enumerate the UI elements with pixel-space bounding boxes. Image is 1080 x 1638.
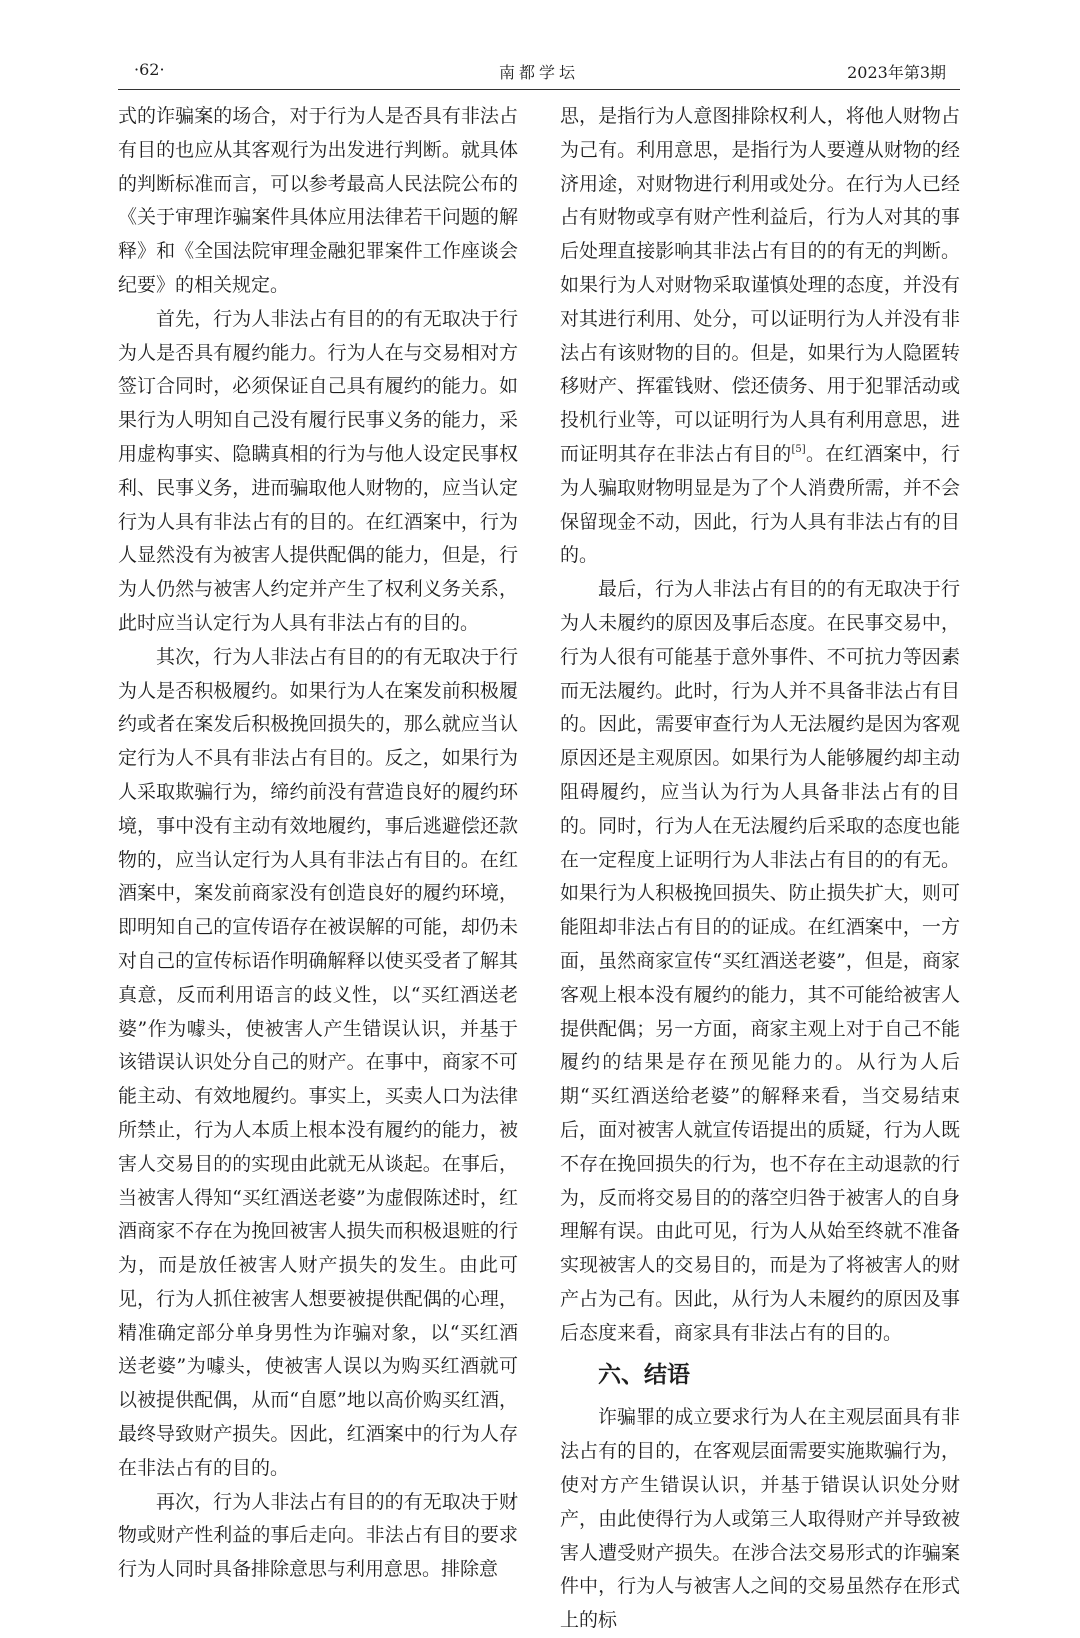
paragraph: 首先，行为人非法占有目的的有无取决于行为人是否具有履约能力。行为人在与交易相对方签订合同时，必须保证自己具有履约的能力。如果行为人明知自己没有履行民事义务的能力，采用虚构事实、隐瞒真相的行为与他人设定民事权利、民事义务，进而骗取他人财物的，应当认定行为人具有非法占有的目的。在红酒案中，行为人显然没有为被害人提供配偶的能力，但是，行为人仍然与被害人约定并产生了权利义务关系，此时应当认定行为人具有非法占有的目的。 (118, 307, 518, 634)
page-header (118, 56, 960, 86)
header-divider (118, 89, 960, 90)
right-column (560, 100, 960, 1638)
paragraph: 诈骗罪的成立要求行为人在主观层面具有非法占有的目的，在客观层面需要实施欺骗行为，使对方产生错误认识，并基于错误认识处分财产，由此使得行为人或第三人取得财产并导致被害人遭受财产损失。在涉合法交易形式的诈骗案件中，行为人与被害人之间的交易虽然存在形式上的标 (560, 1406, 960, 1632)
paragraph (560, 100, 960, 573)
paragraph: 最后，行为人非法占有目的的有无取决于行为人未履约的原因及事后态度。在民事交易中，行为人很有可能基于意外事件、不可抗力等因素而无法履约。此时，行为人并不具备非法占有目的。因此，需要审查行为人无法履约是因为客观原因还是主观原因。如果行为人能够履约却主动阻碍履约，应当认为行为人具备非法占有的目的。同时，行为人在无法履约后采取的态度也能在一定程度上证明行为人非法占有目的的有无。如果行为人积极挽回损失、防止损失扩大，则可能阻却非法占有目的的证成。在红酒案中，一方面，虽然商家宣传“买红酒送老婆”，但是，商家客观上根本没有履约的能力，其不可能给被害人提供配偶；另一方面，商家主观上对于自己不能履约的结果是存在预见能力的。从行为人后期“买红酒送给老婆”的解释来看，当交易结束后，面对被害人就宣传语提出的质疑，行为人既不存在挽回损失的行为，也不存在主动退款的行为，反而将交易目的的落空归咎于被害人的自身理解有误。由此可见，行为人从始至终就不准备实现被害人的交易目的，而是为了将被害人的财产占为己有。因此，从行为人未履约的原因及事后态度来看，商家具有非法占有的目的。 (560, 578, 960, 1344)
paragraph: 式的诈骗案的场合，对于行为人是否具有非法占有目的也应从其客观行为出发进行判断。就具体的判断标准而言，可以参考最高人民法院公布的《关于审理诈骗案件具体应用法律若干问题的解释》和《全国法院审理金融犯罪案件工作座谈会纪要》的相关规定。 (118, 105, 518, 296)
page-number: ·62· (134, 60, 165, 79)
left-column (118, 100, 518, 1587)
paragraph-text: 。在红酒案中，行为人骗取财物明显是为了个人消费所需，并不会保留现金不动，因此，行为人具有非法占有的目的。 (560, 442, 960, 567)
issue-label: 2023年第3期 (847, 63, 946, 82)
paragraph: 再次，行为人非法占有目的的有无取决于财物或财产性利益的事后走向。非法占有目的要求行为人同时具备排除意思与利用意思。排除意 (118, 1490, 518, 1581)
paragraph: 其次，行为人非法占有目的的有无取决于行为人是否积极履约。如果行为人在案发前积极履约或者在案发后积极挽回损失的，那么就应当认定行为人不具有非法占有目的。反之，如果行为人采取欺骗行为，缔约前没有营造良好的履约环境，事中没有主动有效地履约，事后逃避偿还款物的，应当认定行为人具有非法占有目的。在红酒案中，案发前商家没有创造良好的履约环境，即明知自己的宣传语存在被误解的可能，却仍未对自己的宣传标语作明确解释以使买受者了解其真意，反而利用语言的歧义性，以“买红酒送老婆”作为噱头，使被害人产生错误认识，并基于该错误认识处分自己的财产。在事中，商家不可能主动、有效地履约。事实上，买卖人口为法律所禁止，行为人本质上根本没有履约的能力，被害人交易目的的实现由此就无从谈起。在事后，当被害人得知“买红酒送老婆”为虚假陈述时，红酒商家不存在为挽回被害人损失而积极退赃的行为，而是放任被害人财产损失的发生。由此可见，行为人抓住被害人想要被提供配偶的心理，精准确定部分单身男性为诈骗对象，以“买红酒送老婆”为噱头，使被害人误以为购买红酒就可以被提供配偶，从而“自愿”地以高价购买红酒，最终导致财产损失。因此，红酒案中的行为人存在非法占有的目的。 (118, 645, 518, 1479)
journal-title: 南都学坛 (498, 63, 579, 82)
paragraph-text: 思，是指行为人意图排除权利人，将他人财物占为己有。利用意思，是指行为人要遵从财物的经济用途，对财物进行利用或处分。在行为人已经占有财物或享有财产性利益后，行为人对其的事后处理直接影响其非法占有目的的有无的判断。如果行为人对财物采取谨慎处理的态度，并没有对其进行利用、处分，可以证明行为人并没有非法占有该财物的目的。但是，如果行为人隐匿转移财产、挥霍钱财、偿还债务、用于犯罪活动或投机行业等，可以证明行为人具有利用意思，进而证明其存在非法占有目的 (560, 105, 960, 465)
citation-reference: [5] (791, 443, 806, 455)
section-heading: 六、结语 (598, 1362, 690, 1389)
